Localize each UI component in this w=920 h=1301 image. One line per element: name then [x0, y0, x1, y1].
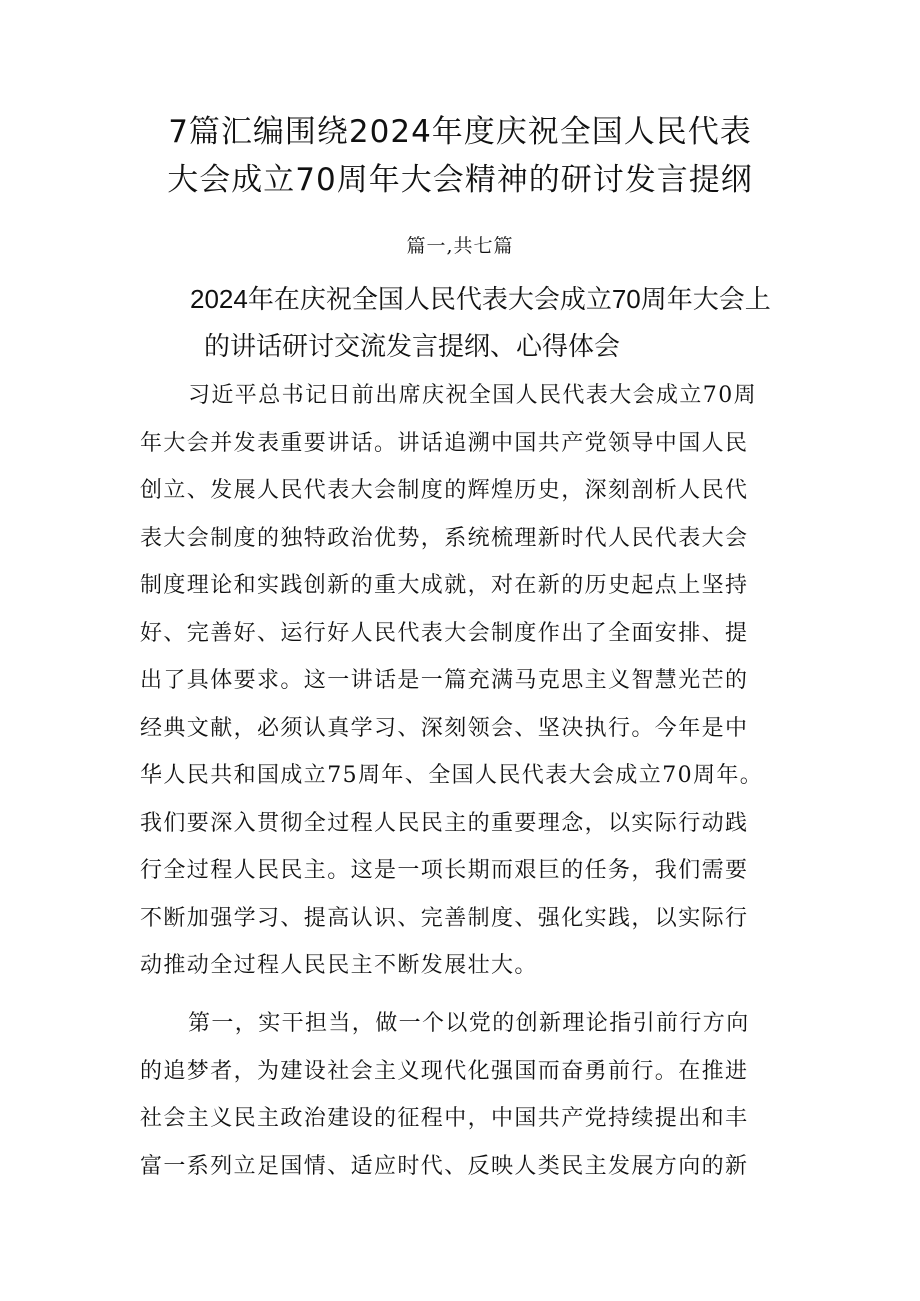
- paragraph-line: 的追梦者，为建设社会主义现代化强国而奋勇前行。在推进: [140, 1058, 749, 1084]
- paragraph-line: 出了具体要求。这一讲话是一篇充满马克思主义智慧光芒的: [140, 668, 749, 693]
- section-label: 篇一,共七篇: [406, 235, 514, 257]
- body-paragraph-2: [140, 1000, 780, 1190]
- paragraph-line: 好、完善好、运行好人民代表大会制度作出了全面安排、提: [140, 620, 749, 646]
- article-subtitle-line-2: 的讲话研讨交流发言提纲、心得体会: [204, 331, 621, 361]
- document-title-line-2: 大会成立70周年大会精神的研讨发言提纲: [167, 162, 753, 198]
- paragraph-line: 第一，实干担当，做一个以党的创新理论指引前行方向: [188, 1011, 750, 1036]
- paragraph-line: 表大会制度的独特政治优势，系统梳理新时代人民代表大会: [140, 525, 749, 551]
- paragraph-line: 经典文献，必须认真学习、深刻领会、坚决执行。今年是中: [140, 715, 749, 741]
- paragraph-line: 华人民共和国成立75周年、全国人民代表大会成立70周年。: [140, 763, 764, 788]
- paragraph-line: 动推动全过程人民民主不断发展壮大。: [140, 953, 538, 978]
- paragraph-line: 行全过程人民民主。这是一项长期而艰巨的任务，我们需要: [140, 858, 749, 883]
- paragraph-line: 社会主义民主政治建设的征程中，中国共产党持续提出和丰: [140, 1106, 749, 1131]
- article-subtitle-line-1: 2024年在庆祝全国人民代表大会成立70周年大会上: [190, 284, 771, 314]
- paragraph-line: 富一系列立足国情、适应时代、反映人类民主发展方向的新: [140, 1153, 749, 1179]
- paragraph-line: 创立、发展人民代表大会制度的辉煌历史，深刻剖析人民代: [140, 478, 749, 503]
- document-title-line-1: 7篇汇编围绕2024年度庆祝全国人民代表: [168, 114, 752, 150]
- paragraph-line: 不断加强学习、提高认识、完善制度、强化实践，以实际行: [140, 905, 749, 931]
- paragraph-line: 年大会并发表重要讲话。讲话追溯中国共产党领导中国人民: [140, 430, 749, 456]
- paragraph-line: 我们要深入贯彻全过程人民民主的重要理念，以实际行动践: [140, 810, 749, 836]
- paragraph-line: 习近平总书记日前出席庆祝全国人民代表大会成立70周: [188, 383, 757, 408]
- paragraph-line: 制度理论和实践创新的重大成就，对在新的历史起点上坚持: [140, 573, 749, 598]
- body-paragraph-1: [140, 372, 780, 990]
